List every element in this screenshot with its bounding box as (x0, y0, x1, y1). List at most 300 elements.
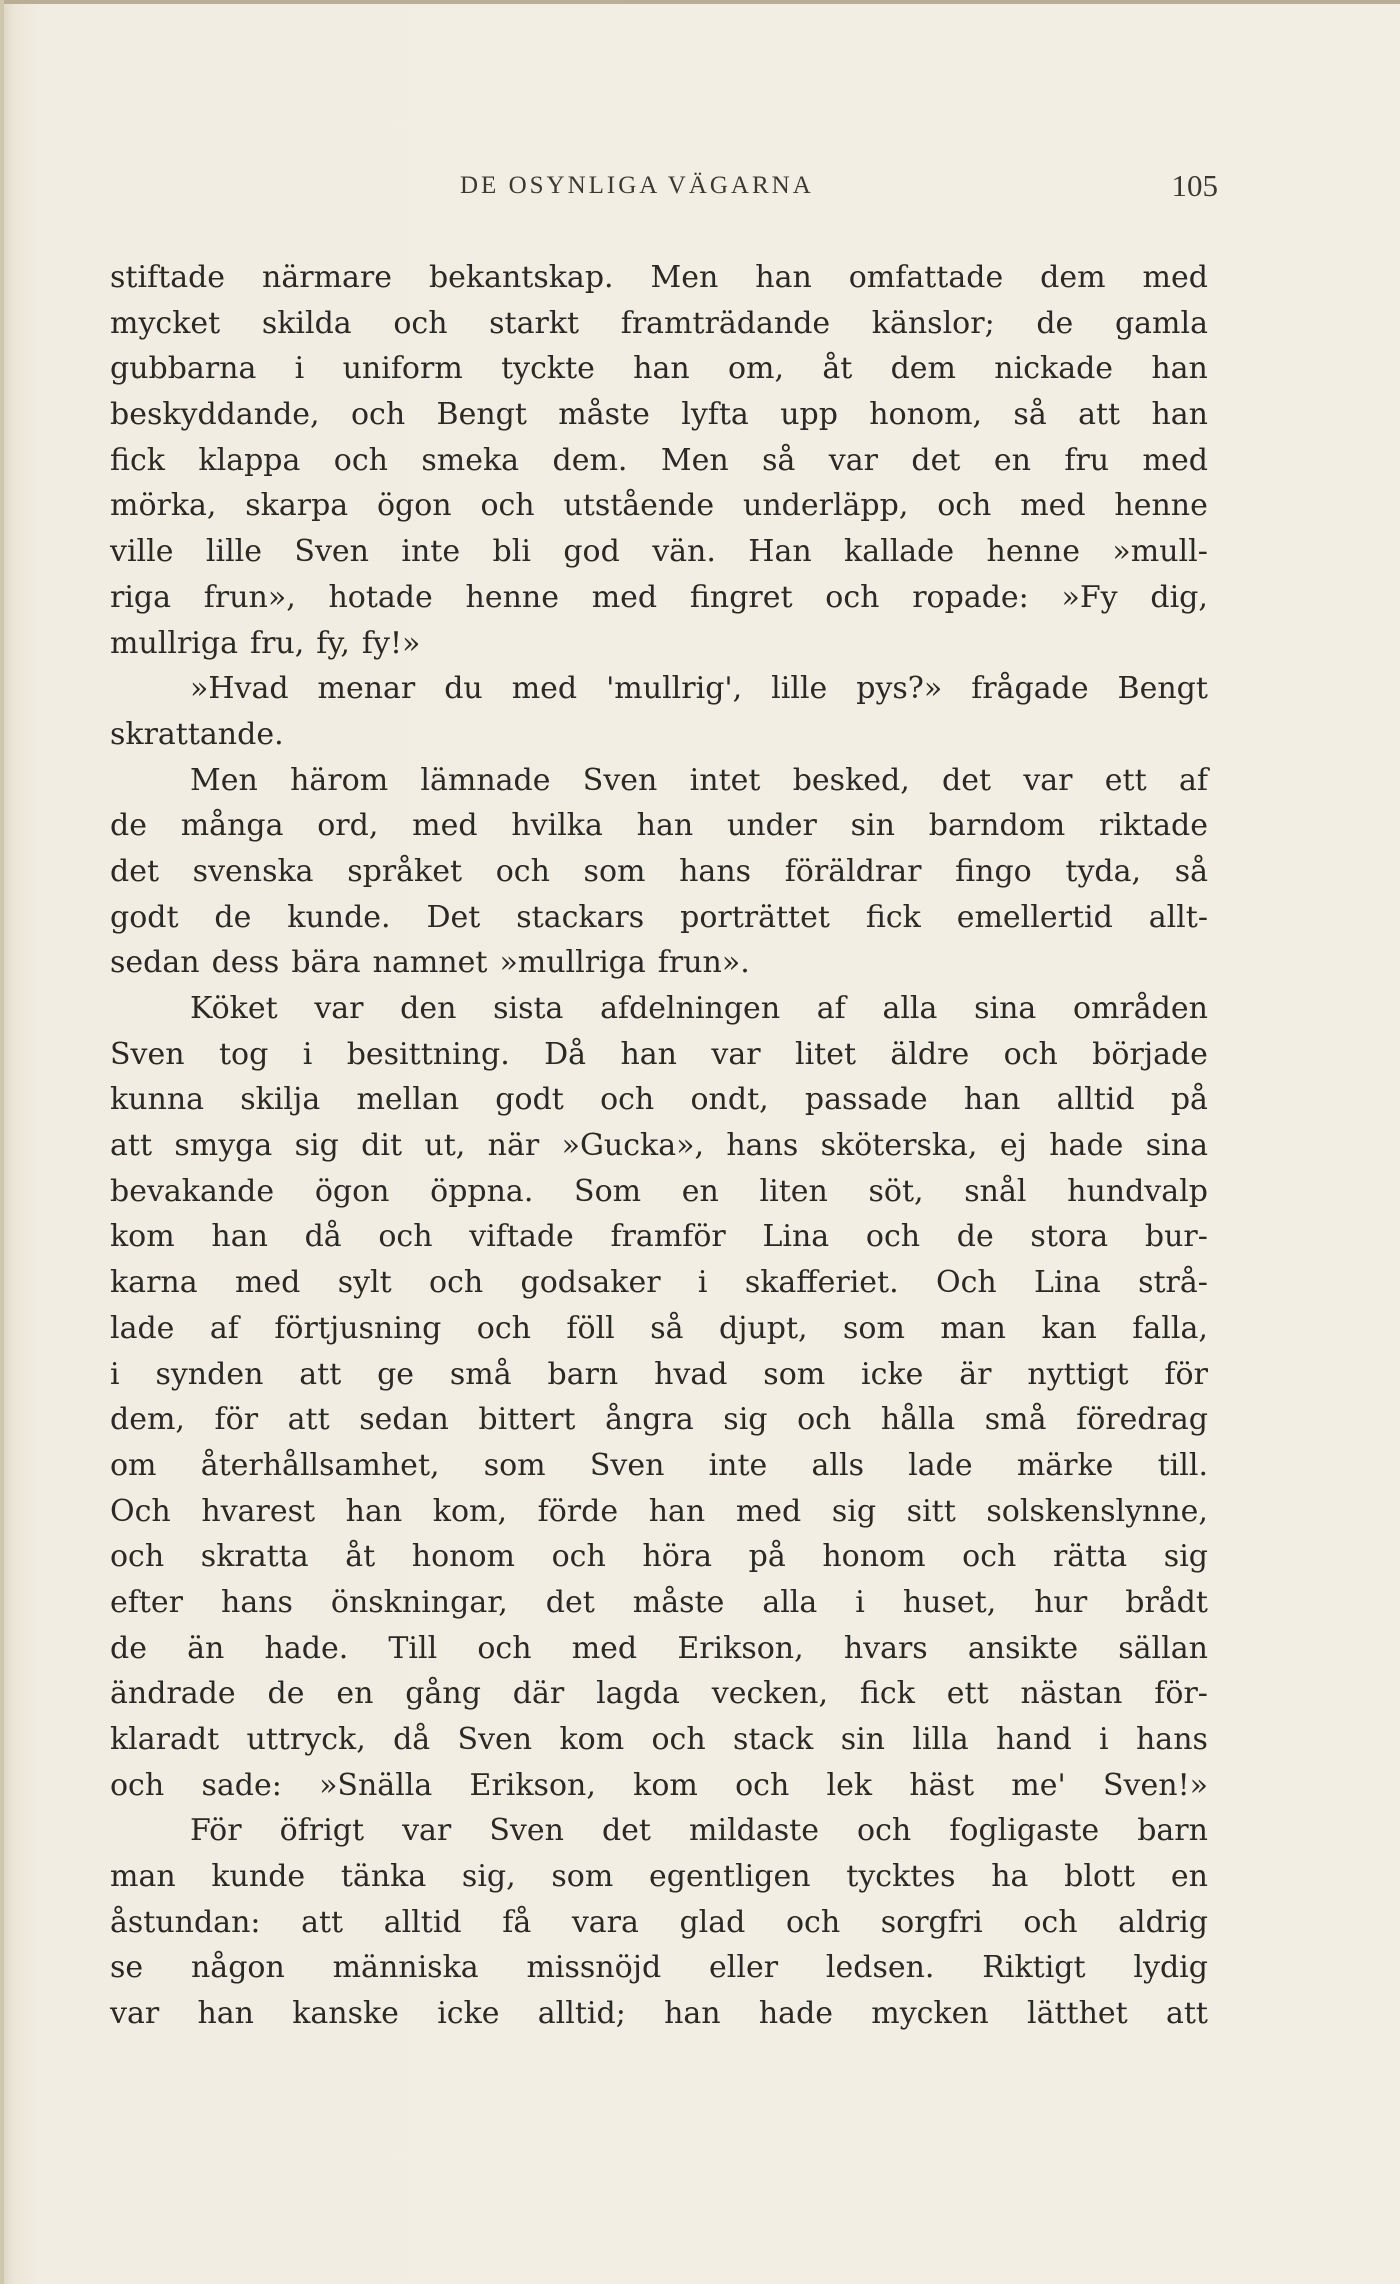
word: honom (411, 1539, 515, 1575)
word: hvars (843, 1630, 928, 1666)
word: passade (804, 1082, 928, 1118)
word: hundvalp (1067, 1173, 1208, 1209)
word: smeka (421, 442, 520, 478)
word: sköterska, (820, 1128, 978, 1164)
word: fy, (316, 625, 350, 661)
word: intet (689, 762, 761, 798)
word: när (487, 1128, 540, 1164)
word: lille (205, 534, 263, 570)
text-line (110, 1671, 1208, 1717)
word: och (333, 442, 388, 478)
word: under (726, 808, 817, 844)
word: godt (110, 899, 179, 935)
word: Erikson, (469, 1767, 596, 1803)
word: godsaker (520, 1265, 661, 1301)
word: vecken, (711, 1676, 829, 1712)
word: utstående (563, 488, 715, 524)
word: nyttigt (1027, 1356, 1129, 1392)
word: underläpp, (743, 488, 909, 524)
word: människa (332, 1950, 479, 1986)
word: och (480, 488, 535, 524)
word: han (633, 351, 690, 387)
word: de (1036, 305, 1074, 341)
word: han (1151, 351, 1208, 387)
word: dem, (110, 1402, 185, 1438)
word: lydig (1133, 1950, 1208, 1986)
word: önskningar, (330, 1584, 508, 1620)
word: än (187, 1630, 225, 1666)
word: ut, (424, 1128, 466, 1164)
word: se (110, 1950, 144, 1986)
word: nästan (1020, 1676, 1123, 1712)
word: med (412, 808, 478, 844)
word: och (110, 1767, 165, 1803)
word: besittning. (346, 1036, 510, 1072)
text-line (110, 1352, 1208, 1398)
word: skilja (240, 1082, 321, 1118)
word: allt- (1148, 899, 1208, 935)
word: pys?» (856, 671, 943, 707)
word: små (984, 1402, 1047, 1438)
word: framför (610, 1219, 726, 1255)
word: icke (861, 1356, 924, 1392)
word: Erikson, (677, 1630, 804, 1666)
text-line (110, 1260, 1208, 1306)
word: det (942, 762, 992, 798)
word: frågade (971, 671, 1089, 707)
word: märke (1016, 1447, 1114, 1483)
word: kunde (211, 1859, 306, 1895)
word: glad (679, 1904, 746, 1940)
word: med (1142, 442, 1208, 478)
text-line (110, 1854, 1208, 1900)
word: kallade (844, 534, 955, 570)
word: sitt (906, 1493, 956, 1529)
text-line (110, 1306, 1208, 1352)
word: gamla (1114, 305, 1208, 341)
word: att (299, 1356, 342, 1392)
word: omfattade (848, 260, 1004, 295)
word: Han (748, 534, 812, 570)
word: »Hvad (190, 671, 289, 707)
word: till. (1157, 1447, 1208, 1483)
word: lagda (596, 1676, 680, 1712)
word: och (477, 1630, 532, 1666)
word: fingo (955, 853, 1032, 889)
word: god (563, 534, 620, 570)
word: sig (723, 1402, 768, 1438)
word: i (697, 1265, 708, 1301)
word: litet (794, 1036, 857, 1072)
word: så (1174, 853, 1208, 889)
word: hvilka (511, 808, 603, 844)
word: där (512, 1676, 565, 1712)
word: Sven (582, 762, 658, 798)
word: framträdande (620, 305, 831, 341)
word: klaradt (110, 1722, 220, 1757)
word: henne (1114, 488, 1208, 524)
word: beskyddande, (110, 397, 320, 433)
word: hans (679, 853, 752, 889)
running-title: DE OSYNLIGA VÄGARNA (460, 172, 814, 199)
word: sade: (201, 1767, 282, 1803)
word: med (735, 1493, 802, 1529)
word: tänka (340, 1859, 427, 1895)
word: var (711, 1036, 761, 1072)
word: Sven!» (1103, 1767, 1208, 1803)
word: och (962, 1539, 1017, 1575)
word: barn (1137, 1813, 1208, 1849)
word: upp (780, 397, 838, 433)
word: ha (991, 1859, 1029, 1895)
word: »mull- (1112, 534, 1208, 570)
word: på (1170, 1082, 1208, 1118)
word: i (294, 351, 305, 387)
word: nickade (994, 351, 1114, 387)
word: djupt, (718, 1310, 808, 1346)
word: och (429, 1265, 484, 1301)
text-line (110, 483, 1208, 529)
word: hotade (328, 579, 433, 615)
word: och (937, 488, 992, 524)
word: tyckte (501, 351, 595, 387)
word: skratta (200, 1539, 309, 1575)
word: då (304, 1219, 342, 1255)
word: de (214, 899, 252, 935)
word: alltid; (537, 1996, 626, 2032)
word: efter (110, 1584, 184, 1620)
body-text (110, 255, 1208, 2037)
page-binding-edge (0, 0, 4, 2284)
word: och (378, 1219, 433, 1255)
word: som (843, 1310, 905, 1346)
word: lade (908, 1447, 973, 1483)
word: smyga (174, 1128, 273, 1164)
word: som (763, 1356, 826, 1392)
word: ge (377, 1356, 415, 1392)
word: då (393, 1722, 431, 1757)
word: ändrade (110, 1676, 236, 1712)
word: henne (986, 534, 1081, 570)
text-line (110, 849, 1208, 895)
word: fick (110, 442, 165, 478)
word: var (1023, 762, 1073, 798)
word: bittert (478, 1402, 576, 1438)
word: vän. (652, 534, 716, 570)
word: sin (850, 808, 895, 844)
word: riga (110, 579, 172, 615)
word: ansikte (967, 1630, 1079, 1666)
word: och (110, 1539, 165, 1575)
word: Men (190, 762, 258, 798)
word: snål (964, 1173, 1027, 1209)
word: återhållsamhet, (200, 1447, 440, 1483)
word: härom (290, 762, 389, 798)
word: ögon (314, 1173, 390, 1209)
word: henne (465, 579, 559, 615)
word: barndom (928, 808, 1066, 844)
word: rätta (1052, 1539, 1128, 1575)
text-line (110, 438, 1208, 484)
word: det (911, 442, 961, 478)
word: och (393, 305, 448, 341)
word: bur- (1144, 1219, 1208, 1255)
word: inte (708, 1447, 768, 1483)
text-line (110, 758, 1208, 804)
word: fy!» (361, 625, 421, 661)
word: bekantskap. (428, 260, 614, 295)
word: brådt (1125, 1584, 1208, 1620)
word: och (551, 1539, 606, 1575)
word: klappa (198, 442, 301, 478)
word: äldre (890, 1036, 970, 1072)
word: var (402, 1813, 452, 1849)
word: »Gucka», (561, 1128, 704, 1164)
word: hans (726, 1128, 799, 1164)
word: tyda, (1065, 853, 1142, 889)
word: Sven (589, 1447, 665, 1483)
word: sina (1145, 1128, 1208, 1164)
word: sig, (461, 1859, 516, 1895)
word: tog (218, 1036, 269, 1072)
word: det (110, 853, 160, 889)
word: och (495, 853, 550, 889)
word: tycktes (846, 1859, 956, 1895)
word: För (190, 1813, 242, 1849)
text-line (110, 301, 1208, 347)
word: lade (110, 1310, 175, 1346)
word: Bengt (1117, 671, 1208, 707)
word: frun». (657, 945, 750, 981)
word: dess (211, 945, 280, 981)
word: i (855, 1584, 865, 1620)
word: lämnade (420, 762, 551, 798)
word: skarpa (245, 488, 349, 524)
word: Och (935, 1265, 997, 1301)
word: missnöjd (526, 1950, 662, 1986)
word: på (748, 1539, 786, 1575)
text-line (110, 621, 1208, 667)
word: Och (110, 1493, 171, 1529)
word: ord, (317, 808, 379, 844)
word: höra (642, 1539, 713, 1575)
word: mellan (356, 1082, 460, 1118)
text-line (110, 1763, 1208, 1809)
word: är (959, 1356, 992, 1392)
page-number: 105 (1171, 168, 1218, 203)
word: i (302, 1036, 313, 1072)
word: huset, (902, 1584, 997, 1620)
word: sig (831, 1493, 877, 1529)
word: förtjusning (274, 1310, 442, 1346)
word: kan (1041, 1310, 1097, 1346)
word: och (651, 1722, 706, 1757)
word: i (110, 1356, 120, 1392)
word: med (234, 1265, 301, 1301)
word: namnet (372, 945, 488, 981)
text-line (110, 1580, 1208, 1626)
word: var (314, 991, 364, 1026)
word: strå- (1138, 1265, 1208, 1301)
word: öppna. (430, 1173, 534, 1209)
word: bära (291, 945, 361, 981)
text-line (110, 255, 1208, 301)
word: af (816, 991, 846, 1026)
word: 'mullrig', (606, 671, 743, 707)
word: som (551, 1859, 614, 1895)
page-top-edge (0, 0, 1400, 4)
word: sina (974, 991, 1037, 1026)
word: alltid (1056, 1082, 1135, 1118)
word: hade. (264, 1630, 349, 1666)
word: ville (110, 534, 174, 570)
word: han (664, 1996, 721, 2032)
word: fogligaste (949, 1813, 1100, 1849)
word: om (110, 1447, 157, 1483)
word: lyfta (681, 397, 749, 433)
word: alltid (383, 1904, 462, 1940)
word: med (591, 579, 658, 615)
word: känslor; (871, 305, 995, 341)
word: om, (728, 351, 785, 387)
word: att (1165, 1996, 1208, 2032)
word: och (600, 1082, 655, 1118)
word: dem (890, 351, 956, 387)
word: dem (1040, 260, 1106, 295)
word: de (267, 1676, 305, 1712)
word: hade (1049, 1128, 1124, 1164)
word: godt (495, 1082, 564, 1118)
text-line (110, 1489, 1208, 1535)
word: en (336, 1676, 374, 1712)
word: Bengt (436, 397, 527, 433)
word: inte (401, 534, 461, 570)
text-line (110, 1077, 1208, 1123)
word: kom (633, 1767, 698, 1803)
word: alla (882, 991, 938, 1026)
word: hand (995, 1722, 1072, 1757)
word: sig (1163, 1539, 1208, 1575)
word: hur (1034, 1584, 1088, 1620)
word: mullriga (110, 625, 238, 661)
word: hvarest (201, 1493, 316, 1529)
word: Lina (762, 1219, 830, 1255)
word: bli (492, 534, 531, 570)
word: honom (822, 1539, 926, 1575)
word: kom (110, 1219, 175, 1255)
word: en (681, 1173, 719, 1209)
word: föräldrar (784, 853, 922, 889)
word: egentligen (649, 1859, 811, 1895)
word: en (993, 442, 1031, 478)
word: Då (544, 1036, 587, 1072)
word: en (1170, 1859, 1208, 1895)
word: han (620, 1036, 677, 1072)
text-line (110, 392, 1208, 438)
word: ångra (605, 1402, 694, 1438)
word: åstundan: (110, 1904, 261, 1940)
word: föll (566, 1310, 615, 1346)
word: fru (1064, 442, 1110, 478)
word: »Fy (1061, 579, 1118, 615)
word: vara (571, 1904, 639, 1940)
word: det (545, 1584, 595, 1620)
word: uniform (342, 351, 463, 387)
word: kanske (292, 1996, 399, 2032)
word: han (345, 1493, 403, 1529)
word: Sven (457, 1722, 533, 1757)
word: sedan (110, 945, 200, 981)
text-line (110, 803, 1208, 849)
word: solskenslynne, (986, 1493, 1208, 1529)
word: sin (840, 1722, 885, 1757)
word: liten (759, 1173, 828, 1209)
word: Lina (1034, 1265, 1101, 1301)
word: barn (547, 1356, 619, 1392)
word: »Snälla (319, 1767, 433, 1803)
running-header (110, 168, 1218, 212)
word: dem. (552, 442, 628, 478)
word: små (449, 1356, 512, 1392)
word: fingret (689, 579, 793, 615)
word: bevakande (110, 1173, 275, 1209)
text-line (110, 666, 1208, 712)
word: och (350, 397, 406, 433)
text-line (110, 940, 1208, 986)
word: sista (493, 991, 564, 1026)
word: fick (865, 899, 921, 935)
word: dit (361, 1128, 403, 1164)
word: för (1164, 1356, 1208, 1392)
word: synden (155, 1356, 264, 1392)
word: han (755, 260, 812, 295)
word: ondt, (690, 1082, 769, 1118)
word: närmare (262, 260, 392, 295)
word: han (1151, 397, 1208, 433)
word: så (650, 1310, 684, 1346)
word: någon (190, 1950, 285, 1986)
word: och (1023, 1904, 1078, 1940)
word: den (400, 991, 457, 1026)
word: afdelningen (600, 991, 781, 1026)
word: Men (650, 260, 719, 295)
text-line (110, 1626, 1208, 1672)
word: Riktigt (982, 1950, 1086, 1986)
text-line (110, 1900, 1208, 1946)
word: lätthet (1026, 1996, 1128, 2032)
word: Sven (110, 1036, 185, 1072)
word: få (502, 1904, 532, 1940)
word: och (825, 579, 880, 615)
word: »mullriga (499, 945, 646, 981)
word: sig (294, 1128, 339, 1164)
word: svenska (192, 853, 314, 889)
word: frun», (203, 579, 296, 615)
word: föredrag (1076, 1402, 1208, 1438)
word: det (601, 1813, 651, 1849)
word: åt (822, 351, 853, 387)
word: kunna (110, 1082, 205, 1118)
word: stack (733, 1722, 814, 1757)
text-line (110, 712, 1208, 758)
word: och (476, 1310, 531, 1346)
word: viftade (469, 1219, 574, 1255)
word: hvad (654, 1356, 728, 1392)
word: mycket (110, 305, 221, 341)
word: skilda (261, 305, 352, 341)
text-line (110, 1808, 1208, 1854)
word: hans (1135, 1722, 1208, 1757)
